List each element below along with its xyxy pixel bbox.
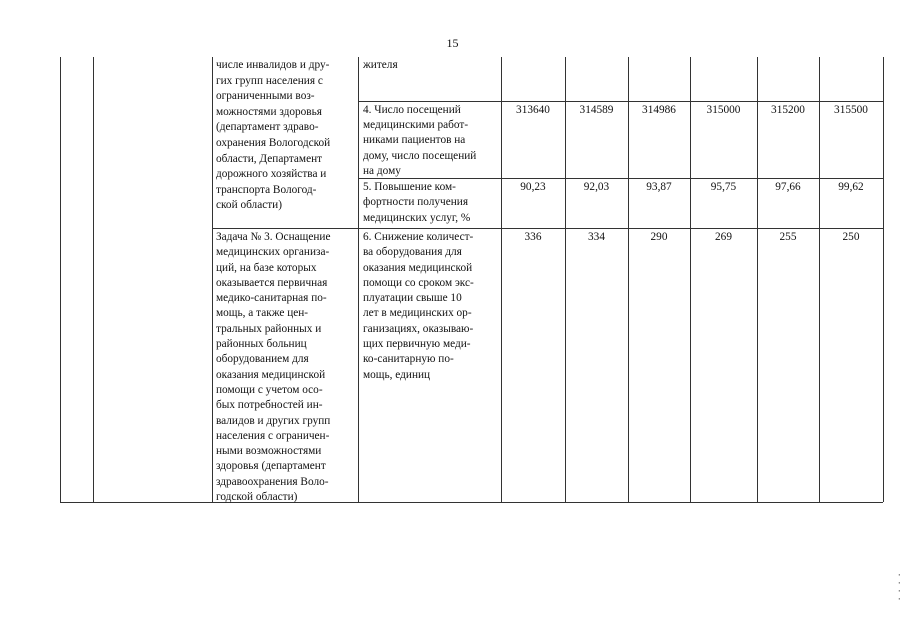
value-cell: 250 [842, 231, 860, 243]
column-divider [690, 57, 691, 502]
column-divider [565, 57, 566, 502]
text-line: ганизациях, оказываю- [363, 322, 474, 335]
value-cell: 314589 [579, 104, 614, 116]
value-cell: 315000 [706, 104, 741, 116]
text-line: Задача № 3. Оснащение [216, 231, 331, 243]
value-cell: 93,87 [646, 181, 672, 193]
text-line: годской области) [216, 491, 298, 504]
row-divider [212, 228, 883, 229]
text-line: области, Департамент [216, 152, 323, 165]
text-line: лет в медицинских ор- [363, 307, 472, 320]
value-cell: 290 [650, 231, 668, 243]
indicator-cell [363, 180, 470, 226]
text-line: ций, на базе которых [216, 261, 317, 274]
task-description-cell [216, 58, 330, 214]
page-number: 15 [446, 36, 459, 50]
value-cell: 314986 [642, 104, 676, 116]
text-line: 5. Повышение ком- [363, 181, 456, 193]
text-line: фортности получения [363, 196, 469, 209]
text-line: 6. Снижение количест- [363, 231, 474, 243]
text-line: никами пациентов на [363, 134, 466, 147]
text-line: валидов и других групп [216, 414, 331, 427]
column-divider [358, 57, 359, 502]
text-line: здоровья (департамент [216, 460, 326, 473]
text-line: оборудованием для [216, 353, 309, 366]
value-cell: 315500 [834, 104, 868, 116]
column-divider [501, 57, 502, 502]
column-divider [819, 57, 820, 502]
text-line: на дому [363, 164, 401, 177]
text-line: мощь, единиц [363, 368, 431, 381]
text-line: ко-санитарную по- [363, 353, 454, 366]
text-line: плуатации свыше 10 [363, 292, 462, 305]
text-line: охранения Вологодской [216, 136, 331, 149]
value-cell: 315200 [771, 104, 805, 116]
indicator-cell [363, 230, 474, 383]
value-cell: 336 [524, 231, 542, 243]
text-line: ограниченными воз- [216, 90, 315, 103]
text-line: медицинскими работ- [363, 119, 469, 132]
text-line: районных больниц [216, 338, 307, 351]
text-line: можностями здоровья [216, 105, 322, 118]
text-line: мощь, а также цен- [216, 307, 309, 320]
table-border-bottom [60, 502, 883, 503]
task-description-cell [216, 230, 330, 505]
text-line: оказания медицинской [363, 261, 473, 274]
text-line: гих групп населения с [216, 74, 323, 87]
column-divider [93, 57, 94, 502]
text-line: транспорта Вологод- [216, 183, 317, 196]
text-line: помощи со сроком экс- [363, 276, 474, 289]
text-line: числе инвалидов и дру- [216, 59, 330, 71]
text-line: оказывается первичная [216, 276, 328, 289]
text-line: щих первичную меди- [363, 338, 471, 351]
text-line: медико-санитарная по- [216, 292, 327, 305]
value-cell: 334 [588, 231, 605, 243]
text-line: ными возможностями [216, 445, 322, 458]
value-cell: 99,62 [838, 181, 864, 193]
text-line: медицинских организа- [216, 246, 330, 259]
value-cell: 255 [779, 231, 797, 243]
column-divider [628, 57, 629, 502]
indicator-cell: жителя [363, 59, 398, 71]
table-border-right [883, 57, 884, 502]
table-border-left [60, 57, 61, 502]
text-line: дорожного хозяйства и [216, 168, 327, 181]
text-line: (департамент здраво- [216, 121, 319, 134]
row-divider [358, 101, 883, 102]
text-line: тральных районных и [216, 322, 322, 335]
value-cell: 269 [715, 231, 732, 243]
text-line: дому, число посещений [363, 149, 477, 162]
text-line: бых потребностей ин- [216, 399, 323, 412]
value-cell: 95,75 [710, 181, 737, 193]
text-line: ской области) [216, 199, 282, 212]
text-line: населения с ограничен- [216, 429, 330, 442]
column-divider [757, 57, 758, 502]
value-cell: 97,66 [775, 181, 801, 193]
value-cell: 313640 [516, 104, 550, 116]
text-line: оказания медицинской [216, 368, 326, 381]
text-line: ва оборудования для [363, 246, 462, 259]
indicator-cell [363, 103, 476, 179]
text-line: помощи с учетом осо- [216, 383, 323, 396]
text-line: здравоохранения Воло- [216, 475, 329, 488]
column-divider [212, 57, 213, 502]
value-cell: 90,23 [520, 181, 546, 193]
scan-artifact: · · · · [896, 571, 902, 605]
value-cell: 92,03 [583, 181, 610, 193]
text-line: 4. Число посещений [363, 104, 461, 116]
text-line: медицинских услуг, % [363, 211, 471, 224]
